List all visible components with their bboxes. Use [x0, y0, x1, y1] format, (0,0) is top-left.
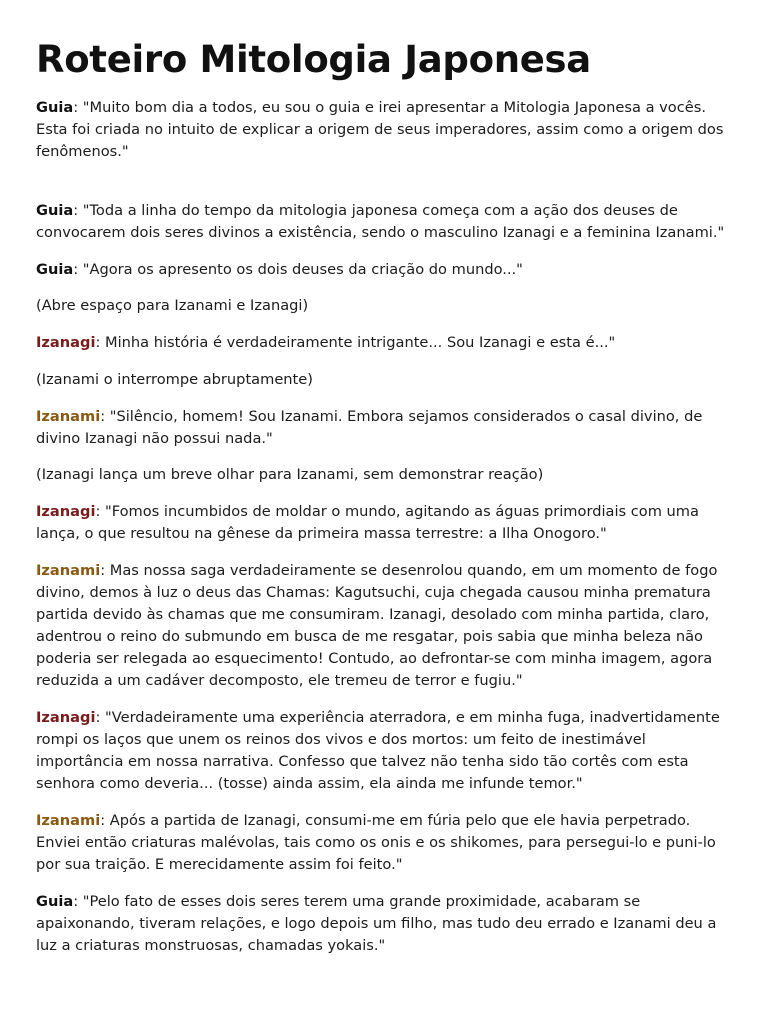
speaker-label: Izanami: [36, 812, 101, 829]
paragraph-guia-timeline: [36, 200, 736, 244]
speaker-label: Izanagi: [36, 334, 96, 351]
speaker-label: Guia: [36, 893, 74, 910]
paragraph-izanami-2: [36, 560, 736, 692]
paragraph-izanagi-1: [36, 332, 736, 354]
paragraph-guia-closing: [36, 891, 736, 957]
speaker-label: Izanami: [36, 562, 101, 579]
stage-direction: [36, 464, 736, 486]
speaker-label: Izanami: [36, 408, 101, 425]
document-page: [36, 0, 736, 957]
paragraph-guia-present: [36, 259, 736, 281]
speaker-label: Guia: [36, 99, 74, 116]
stage-direction: [36, 295, 736, 317]
paragraph-text: : "Silêncio, homem! Sou Izanami. Embora sejamos considerados o casal divino, de divino Izanagi não possui nada.": [36, 408, 703, 447]
paragraph-izanami-1: [36, 406, 736, 450]
paragraph-izanagi-3: [36, 707, 736, 795]
paragraph-text: : "Toda a linha do tempo da mitologia japonesa começa com a ação dos deuses de convocarem dois seres divinos a existência, sendo o masculino Izanagi e a feminina Izanami.": [36, 202, 725, 241]
paragraph-text: : Minha história é verdadeiramente intrigante... Sou Izanagi e esta é...": [95, 334, 616, 351]
paragraph-izanami-3: [36, 810, 736, 876]
paragraph-text: : "Muito bom dia a todos, eu sou o guia e irei apresentar a Mitologia Japonesa a vocês. Esta foi criada no intuito de explicar a origem de seus imperadores, assim como a origem dos fenômenos.": [36, 99, 724, 160]
document-title: Roteiro Mitologia Japonesa: [36, 38, 591, 81]
speaker-label: Izanagi: [36, 709, 96, 726]
speaker-label: Izanagi: [36, 503, 96, 520]
paragraph-text: : "Fomos incumbidos de moldar o mundo, agitando as águas primordiais com uma lança, o que resultou na gênese da primeira massa terrestre: a Ilha Onogoro.": [36, 503, 699, 542]
speaker-label: Guia: [36, 261, 74, 278]
stage-text: (Abre espaço para Izanami e Izanagi): [36, 297, 309, 314]
paragraph-text: : "Verdadeiramente uma experiência aterradora, e em minha fuga, inadvertidamente rompi os laços que unem os reinos dos vivos e dos mortos: um feito de inestimável importância em nossa narrativa. Confesso que talvez não tenha sido tão cortês com esta senhora como deveria... (tosse) ainda assim, ela ainda me infunde temor.": [36, 709, 720, 792]
stage-text: (Izanagi lança um breve olhar para Izanami, sem demonstrar reação): [36, 466, 544, 483]
paragraph-text: : Após a partida de Izanagi, consumi-me em fúria pelo que ele havia perpetrado. Enviei então criaturas malévolas, tais como os onis e os shikomes, para persegui-lo e puni-lo por sua traição. E merecidamente assim foi feito.": [36, 812, 716, 873]
paragraph-text: : "Agora os apresento os dois deuses da criação do mundo...": [73, 261, 523, 278]
speaker-label: Guia: [36, 202, 74, 219]
paragraph-text: : Mas nossa saga verdadeiramente se desenrolou quando, em um momento de fogo divino, demos à luz o deus das Chamas: Kagutsuchi, cuja chegada causou minha prematura partida devido às chamas que me consumiram. Izanagi, desolado com minha partida, claro, adentrou o reino do submundo em busca de me resgatar, pois sabia que minha beleza não poderia ser relegada ao esquecimento! Contudo, ao defrontar-se com minha imagem, agora reduzida a um cadáver decomposto, ele tremeu de terror e fugiu.": [36, 562, 718, 689]
stage-text: (Izanami o interrompe abruptamente): [36, 371, 313, 388]
paragraph-text: : "Pelo fato de esses dois seres terem uma grande proximidade, acabaram se apaixonando, tiveram relações, e logo depois um filho, mas tudo deu errado e Izanami deu a luz a criaturas monstruosas, chamadas yokais.": [36, 893, 717, 954]
paragraph-izanagi-2: [36, 501, 736, 545]
stage-direction: [36, 369, 736, 391]
paragraph-guia-intro: [36, 97, 736, 163]
